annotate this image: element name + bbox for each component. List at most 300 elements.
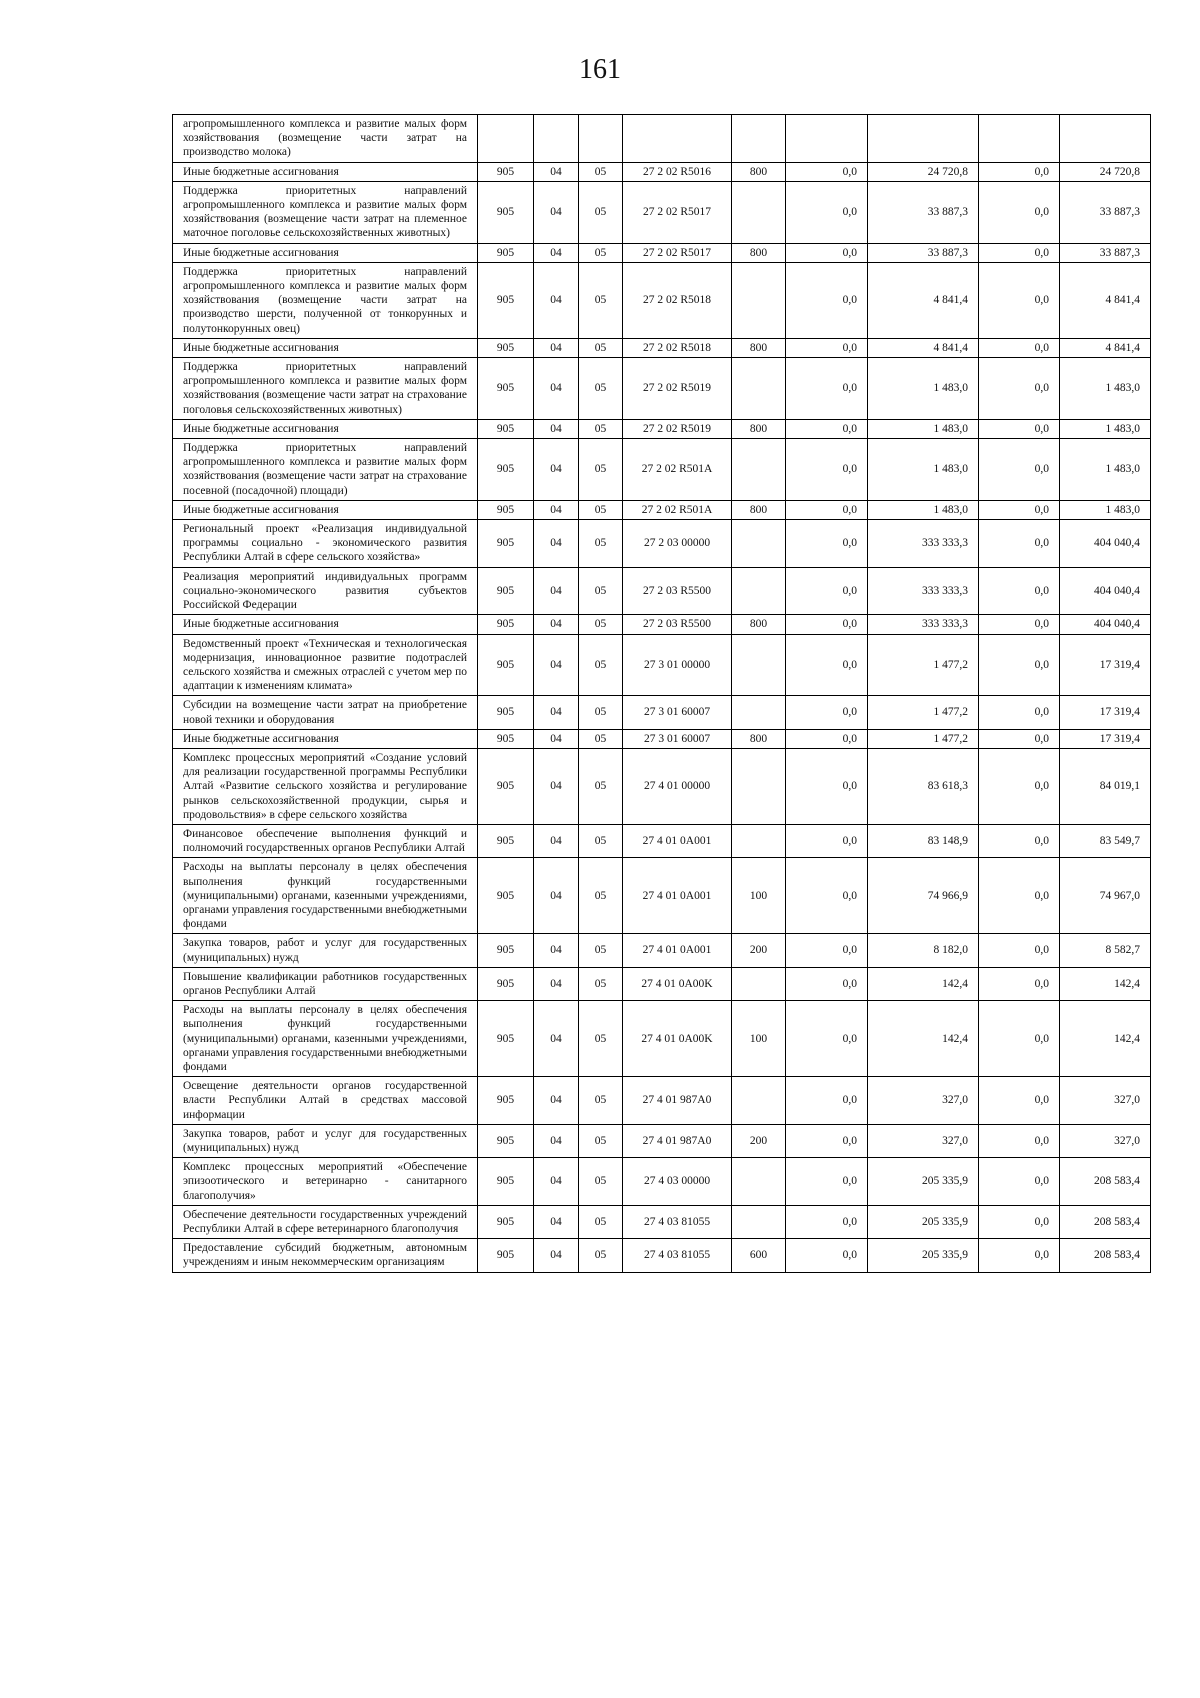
cell-rz: 04 bbox=[534, 419, 579, 438]
cell-csr: 27 2 02 R5016 bbox=[623, 162, 732, 181]
table-row bbox=[173, 696, 1151, 729]
cell-value-1: 0,0 bbox=[786, 162, 868, 181]
cell-gr: 905 bbox=[478, 858, 534, 934]
cell-value-3: 0,0 bbox=[979, 1124, 1060, 1157]
cell-value-3: 0,0 bbox=[979, 439, 1060, 501]
page-number: 161 bbox=[579, 54, 621, 85]
cell-value-1: 0,0 bbox=[786, 634, 868, 696]
cell-value-2: 1 477,2 bbox=[868, 634, 979, 696]
row-name: Субсидии на возмещение части затрат на приобретение новой техники и оборудования bbox=[173, 696, 478, 729]
cell-csr: 27 2 03 R5500 bbox=[623, 615, 732, 634]
cell-pr: 05 bbox=[579, 729, 623, 748]
cell-vr: 100 bbox=[732, 858, 786, 934]
cell-value-2: 8 182,0 bbox=[868, 934, 979, 967]
cell-value-1: 0,0 bbox=[786, 967, 868, 1000]
row-name: Иные бюджетные ассигнования bbox=[173, 419, 478, 438]
cell-value-3: 0,0 bbox=[979, 419, 1060, 438]
table-row bbox=[173, 858, 1151, 934]
cell-value-1: 0,0 bbox=[786, 1124, 868, 1157]
cell-rz: 04 bbox=[534, 1158, 579, 1206]
cell-csr: 27 4 03 81055 bbox=[623, 1239, 732, 1272]
cell-pr: 05 bbox=[579, 243, 623, 262]
cell-value-1: 0,0 bbox=[786, 858, 868, 934]
row-name: Закупка товаров, работ и услуг для государственных (муниципальных) нужд bbox=[173, 934, 478, 967]
cell-rz bbox=[534, 115, 579, 163]
cell-value-4: 17 319,4 bbox=[1060, 729, 1151, 748]
cell-csr: 27 2 02 R501A bbox=[623, 439, 732, 501]
row-name: Закупка товаров, работ и услуг для государственных (муниципальных) нужд bbox=[173, 1124, 478, 1157]
table-row bbox=[173, 1001, 1151, 1077]
cell-value-3: 0,0 bbox=[979, 1077, 1060, 1125]
cell-value-4: 8 582,7 bbox=[1060, 934, 1151, 967]
cell-rz: 04 bbox=[534, 181, 579, 243]
cell-value-2: 4 841,4 bbox=[868, 262, 979, 338]
cell-pr: 05 bbox=[579, 338, 623, 357]
cell-value-1: 0,0 bbox=[786, 1001, 868, 1077]
cell-value-3: 0,0 bbox=[979, 262, 1060, 338]
table-row bbox=[173, 1077, 1151, 1125]
cell-gr: 905 bbox=[478, 1158, 534, 1206]
cell-rz: 04 bbox=[534, 439, 579, 501]
table-row bbox=[173, 1124, 1151, 1157]
table-row bbox=[173, 748, 1151, 824]
cell-value-1: 0,0 bbox=[786, 243, 868, 262]
cell-value-2: 142,4 bbox=[868, 1001, 979, 1077]
cell-gr: 905 bbox=[478, 162, 534, 181]
cell-value-3: 0,0 bbox=[979, 934, 1060, 967]
cell-rz: 04 bbox=[534, 1205, 579, 1238]
row-name: Иные бюджетные ассигнования bbox=[173, 243, 478, 262]
cell-rz: 04 bbox=[534, 1001, 579, 1077]
table-row bbox=[173, 967, 1151, 1000]
cell-value-4: 208 583,4 bbox=[1060, 1158, 1151, 1206]
row-name: Комплекс процессных мероприятий «Обеспечение эпизоотического и ветеринарно - санитарного благополучия» bbox=[173, 1158, 478, 1206]
row-name: Поддержка приоритетных направлений агропромышленного комплекса и развитие малых форм хозяйствования (возмещение части затрат на производство шерсти, полученной от тонкорунных и полутонкорунных овец) bbox=[173, 262, 478, 338]
row-name: Финансовое обеспечение выполнения функций и полномочий государственных органов Республики Алтай bbox=[173, 824, 478, 857]
cell-pr: 05 bbox=[579, 567, 623, 615]
row-name: Поддержка приоритетных направлений агропромышленного комплекса и развитие малых форм хозяйствования (возмещение части затрат на племенное маточное поголовье сельскохозяйственных животных) bbox=[173, 181, 478, 243]
table-row bbox=[173, 615, 1151, 634]
cell-value-1: 0,0 bbox=[786, 520, 868, 568]
cell-value-2: 4 841,4 bbox=[868, 338, 979, 357]
cell-value-4: 1 483,0 bbox=[1060, 439, 1151, 501]
cell-gr: 905 bbox=[478, 567, 534, 615]
cell-value-3: 0,0 bbox=[979, 1239, 1060, 1272]
cell-pr: 05 bbox=[579, 500, 623, 519]
row-name: Поддержка приоритетных направлений агропромышленного комплекса и развитие малых форм хозяйствования (возмещение части затрат на страхование посевной (посадочной) площади) bbox=[173, 439, 478, 501]
table-row bbox=[173, 181, 1151, 243]
cell-pr: 05 bbox=[579, 1077, 623, 1125]
cell-pr: 05 bbox=[579, 858, 623, 934]
cell-value-4: 4 841,4 bbox=[1060, 338, 1151, 357]
cell-gr: 905 bbox=[478, 748, 534, 824]
cell-value-4: 142,4 bbox=[1060, 967, 1151, 1000]
cell-vr bbox=[732, 181, 786, 243]
cell-rz: 04 bbox=[534, 567, 579, 615]
cell-pr: 05 bbox=[579, 1124, 623, 1157]
row-name: Иные бюджетные ассигнования bbox=[173, 729, 478, 748]
cell-value-1: 0,0 bbox=[786, 439, 868, 501]
row-name: Иные бюджетные ассигнования bbox=[173, 615, 478, 634]
cell-csr: 27 4 01 0A001 bbox=[623, 858, 732, 934]
cell-vr: 800 bbox=[732, 615, 786, 634]
cell-value-3: 0,0 bbox=[979, 243, 1060, 262]
cell-csr: 27 4 01 0A00K bbox=[623, 967, 732, 1000]
cell-vr: 800 bbox=[732, 419, 786, 438]
cell-gr: 905 bbox=[478, 358, 534, 420]
table-row bbox=[173, 824, 1151, 857]
cell-gr: 905 bbox=[478, 967, 534, 1000]
cell-rz: 04 bbox=[534, 729, 579, 748]
cell-value-2: 83 148,9 bbox=[868, 824, 979, 857]
cell-gr: 905 bbox=[478, 338, 534, 357]
cell-value-2: 33 887,3 bbox=[868, 181, 979, 243]
cell-value-4: 4 841,4 bbox=[1060, 262, 1151, 338]
cell-pr: 05 bbox=[579, 967, 623, 1000]
cell-rz: 04 bbox=[534, 615, 579, 634]
cell-csr: 27 4 01 987A0 bbox=[623, 1124, 732, 1157]
cell-csr: 27 2 02 R5017 bbox=[623, 243, 732, 262]
cell-rz: 04 bbox=[534, 1124, 579, 1157]
table-row bbox=[173, 243, 1151, 262]
cell-value-3: 0,0 bbox=[979, 358, 1060, 420]
cell-csr: 27 2 02 R5018 bbox=[623, 338, 732, 357]
cell-pr bbox=[579, 115, 623, 163]
row-name: Расходы на выплаты персоналу в целях обеспечения выполнения функций государственными (муниципальными) органами, казенными учреждениями, органами управления государственными внебюджетными фондами bbox=[173, 858, 478, 934]
cell-value-4: 327,0 bbox=[1060, 1077, 1151, 1125]
cell-value-4: 1 483,0 bbox=[1060, 358, 1151, 420]
cell-value-1 bbox=[786, 115, 868, 163]
table-row bbox=[173, 262, 1151, 338]
cell-pr: 05 bbox=[579, 262, 623, 338]
cell-csr: 27 4 03 81055 bbox=[623, 1205, 732, 1238]
table-row bbox=[173, 1239, 1151, 1272]
cell-csr: 27 2 02 R5017 bbox=[623, 181, 732, 243]
cell-value-4: 404 040,4 bbox=[1060, 567, 1151, 615]
cell-rz: 04 bbox=[534, 162, 579, 181]
cell-vr bbox=[732, 115, 786, 163]
cell-value-4: 83 549,7 bbox=[1060, 824, 1151, 857]
cell-value-1: 0,0 bbox=[786, 567, 868, 615]
table-row bbox=[173, 500, 1151, 519]
cell-value-1: 0,0 bbox=[786, 1205, 868, 1238]
cell-value-1: 0,0 bbox=[786, 181, 868, 243]
row-name: Иные бюджетные ассигнования bbox=[173, 500, 478, 519]
cell-gr: 905 bbox=[478, 1239, 534, 1272]
cell-gr: 905 bbox=[478, 934, 534, 967]
row-name: агропромышленного комплекса и развитие малых форм хозяйствования (возмещение части затрат на производство молока) bbox=[173, 115, 478, 163]
cell-pr: 05 bbox=[579, 1239, 623, 1272]
cell-value-2: 205 335,9 bbox=[868, 1239, 979, 1272]
cell-value-1: 0,0 bbox=[786, 615, 868, 634]
budget-table bbox=[172, 114, 1151, 1273]
cell-value-2: 205 335,9 bbox=[868, 1205, 979, 1238]
cell-csr: 27 4 01 0A00K bbox=[623, 1001, 732, 1077]
cell-gr: 905 bbox=[478, 500, 534, 519]
cell-vr bbox=[732, 358, 786, 420]
cell-gr: 905 bbox=[478, 1205, 534, 1238]
row-name: Поддержка приоритетных направлений агропромышленного комплекса и развитие малых форм хозяйствования (возмещение части затрат на страхование поголовья сельскохозяйственных животных) bbox=[173, 358, 478, 420]
row-name: Иные бюджетные ассигнования bbox=[173, 338, 478, 357]
cell-rz: 04 bbox=[534, 262, 579, 338]
cell-value-3: 0,0 bbox=[979, 858, 1060, 934]
cell-value-1: 0,0 bbox=[786, 500, 868, 519]
cell-csr: 27 2 02 R5019 bbox=[623, 419, 732, 438]
cell-csr: 27 2 02 R5018 bbox=[623, 262, 732, 338]
table-row bbox=[173, 1158, 1151, 1206]
cell-vr: 800 bbox=[732, 729, 786, 748]
cell-value-1: 0,0 bbox=[786, 1158, 868, 1206]
cell-value-2: 1 483,0 bbox=[868, 358, 979, 420]
cell-csr: 27 2 02 R501A bbox=[623, 500, 732, 519]
cell-pr: 05 bbox=[579, 181, 623, 243]
cell-pr: 05 bbox=[579, 696, 623, 729]
cell-vr bbox=[732, 439, 786, 501]
cell-value-3: 0,0 bbox=[979, 338, 1060, 357]
cell-vr bbox=[732, 824, 786, 857]
cell-value-4: 24 720,8 bbox=[1060, 162, 1151, 181]
cell-csr: 27 3 01 60007 bbox=[623, 696, 732, 729]
cell-value-2: 1 483,0 bbox=[868, 439, 979, 501]
cell-value-4: 404 040,4 bbox=[1060, 615, 1151, 634]
cell-vr: 600 bbox=[732, 1239, 786, 1272]
cell-value-3: 0,0 bbox=[979, 696, 1060, 729]
cell-rz: 04 bbox=[534, 358, 579, 420]
table-row bbox=[173, 419, 1151, 438]
row-name: Расходы на выплаты персоналу в целях обеспечения выполнения функций государственными (муниципальными) органами, казенными учреждениями, органами управления государственными внебюджетными фондами bbox=[173, 1001, 478, 1077]
cell-rz: 04 bbox=[534, 858, 579, 934]
table-row bbox=[173, 567, 1151, 615]
cell-rz: 04 bbox=[534, 1077, 579, 1125]
cell-value-3: 0,0 bbox=[979, 615, 1060, 634]
table-row bbox=[173, 115, 1151, 163]
cell-value-4: 33 887,3 bbox=[1060, 181, 1151, 243]
cell-value-4: 84 019,1 bbox=[1060, 748, 1151, 824]
cell-vr: 100 bbox=[732, 1001, 786, 1077]
cell-value-4: 1 483,0 bbox=[1060, 419, 1151, 438]
cell-csr: 27 4 01 987A0 bbox=[623, 1077, 732, 1125]
cell-value-2: 74 966,9 bbox=[868, 858, 979, 934]
cell-value-4: 142,4 bbox=[1060, 1001, 1151, 1077]
row-name: Ведомственный проект «Техническая и технологическая модернизация, инновационное развитие подотраслей сельского хозяйства и смежных отраслей с учетом мер по адаптации к изменениям климата» bbox=[173, 634, 478, 696]
cell-gr: 905 bbox=[478, 696, 534, 729]
cell-value-2: 142,4 bbox=[868, 967, 979, 1000]
cell-csr: 27 2 03 00000 bbox=[623, 520, 732, 568]
cell-value-2: 327,0 bbox=[868, 1124, 979, 1157]
cell-gr: 905 bbox=[478, 615, 534, 634]
cell-rz: 04 bbox=[534, 338, 579, 357]
cell-csr: 27 2 03 R5500 bbox=[623, 567, 732, 615]
cell-gr: 905 bbox=[478, 1077, 534, 1125]
cell-value-3 bbox=[979, 115, 1060, 163]
table-row bbox=[173, 439, 1151, 501]
cell-value-4: 74 967,0 bbox=[1060, 858, 1151, 934]
cell-value-2: 33 887,3 bbox=[868, 243, 979, 262]
cell-csr: 27 4 01 00000 bbox=[623, 748, 732, 824]
cell-value-2: 327,0 bbox=[868, 1077, 979, 1125]
cell-pr: 05 bbox=[579, 162, 623, 181]
cell-value-3: 0,0 bbox=[979, 162, 1060, 181]
cell-value-3: 0,0 bbox=[979, 181, 1060, 243]
cell-gr: 905 bbox=[478, 262, 534, 338]
row-name: Предоставление субсидий бюджетным, автономным учреждениям и иным некоммерческим организациям bbox=[173, 1239, 478, 1272]
cell-pr: 05 bbox=[579, 520, 623, 568]
cell-vr bbox=[732, 262, 786, 338]
cell-csr: 27 2 02 R5019 bbox=[623, 358, 732, 420]
cell-pr: 05 bbox=[579, 615, 623, 634]
cell-value-4: 208 583,4 bbox=[1060, 1239, 1151, 1272]
cell-gr: 905 bbox=[478, 1124, 534, 1157]
row-name: Обеспечение деятельности государственных учреждений Республики Алтай в сфере ветеринарного благополучия bbox=[173, 1205, 478, 1238]
cell-value-1: 0,0 bbox=[786, 262, 868, 338]
cell-value-2: 205 335,9 bbox=[868, 1158, 979, 1206]
cell-value-3: 0,0 bbox=[979, 1205, 1060, 1238]
cell-csr: 27 4 03 00000 bbox=[623, 1158, 732, 1206]
cell-value-3: 0,0 bbox=[979, 1001, 1060, 1077]
cell-value-4: 208 583,4 bbox=[1060, 1205, 1151, 1238]
cell-value-1: 0,0 bbox=[786, 729, 868, 748]
cell-rz: 04 bbox=[534, 1239, 579, 1272]
cell-gr: 905 bbox=[478, 729, 534, 748]
cell-value-3: 0,0 bbox=[979, 567, 1060, 615]
cell-value-2 bbox=[868, 115, 979, 163]
cell-vr bbox=[732, 567, 786, 615]
cell-value-2: 333 333,3 bbox=[868, 520, 979, 568]
cell-rz: 04 bbox=[534, 824, 579, 857]
cell-gr: 905 bbox=[478, 181, 534, 243]
row-name: Региональный проект «Реализация индивидуальной программы социально - экономического развития Республики Алтай в сфере сельского хозяйства» bbox=[173, 520, 478, 568]
cell-pr: 05 bbox=[579, 748, 623, 824]
cell-vr bbox=[732, 520, 786, 568]
table-row bbox=[173, 358, 1151, 420]
row-name: Реализация мероприятий индивидуальных программ социально-экономического развития субъектов Российской Федерации bbox=[173, 567, 478, 615]
cell-value-3: 0,0 bbox=[979, 1158, 1060, 1206]
cell-value-2: 1 483,0 bbox=[868, 500, 979, 519]
cell-pr: 05 bbox=[579, 1158, 623, 1206]
table-row bbox=[173, 934, 1151, 967]
cell-pr: 05 bbox=[579, 934, 623, 967]
cell-vr bbox=[732, 696, 786, 729]
cell-rz: 04 bbox=[534, 634, 579, 696]
cell-rz: 04 bbox=[534, 934, 579, 967]
cell-value-2: 1 483,0 bbox=[868, 419, 979, 438]
cell-pr: 05 bbox=[579, 634, 623, 696]
cell-value-4: 1 483,0 bbox=[1060, 500, 1151, 519]
cell-value-1: 0,0 bbox=[786, 1239, 868, 1272]
cell-vr: 800 bbox=[732, 243, 786, 262]
cell-gr: 905 bbox=[478, 634, 534, 696]
cell-value-3: 0,0 bbox=[979, 748, 1060, 824]
cell-gr: 905 bbox=[478, 243, 534, 262]
cell-value-4: 327,0 bbox=[1060, 1124, 1151, 1157]
row-name: Повышение квалификации работников государственных органов Республики Алтай bbox=[173, 967, 478, 1000]
cell-pr: 05 bbox=[579, 824, 623, 857]
cell-rz: 04 bbox=[534, 243, 579, 262]
cell-gr: 905 bbox=[478, 419, 534, 438]
cell-csr: 27 4 01 0A001 bbox=[623, 934, 732, 967]
cell-vr bbox=[732, 1077, 786, 1125]
cell-value-1: 0,0 bbox=[786, 358, 868, 420]
cell-value-2: 333 333,3 bbox=[868, 615, 979, 634]
row-name: Комплекс процессных мероприятий «Создание условий для реализации государственной программы Республики Алтай «Развитие сельского хозяйства и регулирование рынков сельскохозяйственной продукции, сырья и продовольствия» в сфере сельского хозяйства bbox=[173, 748, 478, 824]
cell-gr: 905 bbox=[478, 1001, 534, 1077]
cell-pr: 05 bbox=[579, 358, 623, 420]
cell-rz: 04 bbox=[534, 520, 579, 568]
cell-value-3: 0,0 bbox=[979, 824, 1060, 857]
cell-csr: 27 4 01 0A001 bbox=[623, 824, 732, 857]
cell-value-3: 0,0 bbox=[979, 729, 1060, 748]
cell-value-3: 0,0 bbox=[979, 520, 1060, 568]
cell-value-1: 0,0 bbox=[786, 748, 868, 824]
cell-vr bbox=[732, 748, 786, 824]
cell-rz: 04 bbox=[534, 500, 579, 519]
cell-vr bbox=[732, 634, 786, 696]
cell-gr: 905 bbox=[478, 439, 534, 501]
cell-csr: 27 3 01 60007 bbox=[623, 729, 732, 748]
cell-pr: 05 bbox=[579, 1205, 623, 1238]
cell-vr: 800 bbox=[732, 162, 786, 181]
cell-value-4: 33 887,3 bbox=[1060, 243, 1151, 262]
cell-vr: 800 bbox=[732, 500, 786, 519]
cell-csr: 27 3 01 00000 bbox=[623, 634, 732, 696]
cell-value-1: 0,0 bbox=[786, 934, 868, 967]
cell-vr bbox=[732, 1205, 786, 1238]
cell-value-1: 0,0 bbox=[786, 824, 868, 857]
cell-value-2: 333 333,3 bbox=[868, 567, 979, 615]
cell-value-3: 0,0 bbox=[979, 634, 1060, 696]
table-row bbox=[173, 634, 1151, 696]
cell-vr: 200 bbox=[732, 1124, 786, 1157]
cell-gr: 905 bbox=[478, 824, 534, 857]
cell-value-3: 0,0 bbox=[979, 500, 1060, 519]
table-row bbox=[173, 162, 1151, 181]
table-row bbox=[173, 729, 1151, 748]
cell-value-4: 17 319,4 bbox=[1060, 696, 1151, 729]
cell-pr: 05 bbox=[579, 419, 623, 438]
cell-vr: 200 bbox=[732, 934, 786, 967]
cell-csr bbox=[623, 115, 732, 163]
cell-value-4: 404 040,4 bbox=[1060, 520, 1151, 568]
table-row bbox=[173, 1205, 1151, 1238]
table-body bbox=[173, 115, 1151, 1273]
cell-value-1: 0,0 bbox=[786, 338, 868, 357]
cell-rz: 04 bbox=[534, 967, 579, 1000]
cell-gr: 905 bbox=[478, 520, 534, 568]
cell-value-1: 0,0 bbox=[786, 419, 868, 438]
cell-value-2: 1 477,2 bbox=[868, 729, 979, 748]
cell-value-4: 17 319,4 bbox=[1060, 634, 1151, 696]
cell-rz: 04 bbox=[534, 696, 579, 729]
cell-vr bbox=[732, 1158, 786, 1206]
cell-value-1: 0,0 bbox=[786, 1077, 868, 1125]
row-name: Иные бюджетные ассигнования bbox=[173, 162, 478, 181]
cell-value-2: 24 720,8 bbox=[868, 162, 979, 181]
cell-vr bbox=[732, 967, 786, 1000]
cell-pr: 05 bbox=[579, 439, 623, 501]
cell-value-1: 0,0 bbox=[786, 696, 868, 729]
cell-value-2: 83 618,3 bbox=[868, 748, 979, 824]
table-row bbox=[173, 520, 1151, 568]
cell-rz: 04 bbox=[534, 748, 579, 824]
cell-pr: 05 bbox=[579, 1001, 623, 1077]
row-name: Освещение деятельности органов государственной власти Республики Алтай в средствах массовой информации bbox=[173, 1077, 478, 1125]
cell-value-4 bbox=[1060, 115, 1151, 163]
table-row bbox=[173, 338, 1151, 357]
cell-value-2: 1 477,2 bbox=[868, 696, 979, 729]
cell-value-3: 0,0 bbox=[979, 967, 1060, 1000]
cell-vr: 800 bbox=[732, 338, 786, 357]
cell-gr bbox=[478, 115, 534, 163]
